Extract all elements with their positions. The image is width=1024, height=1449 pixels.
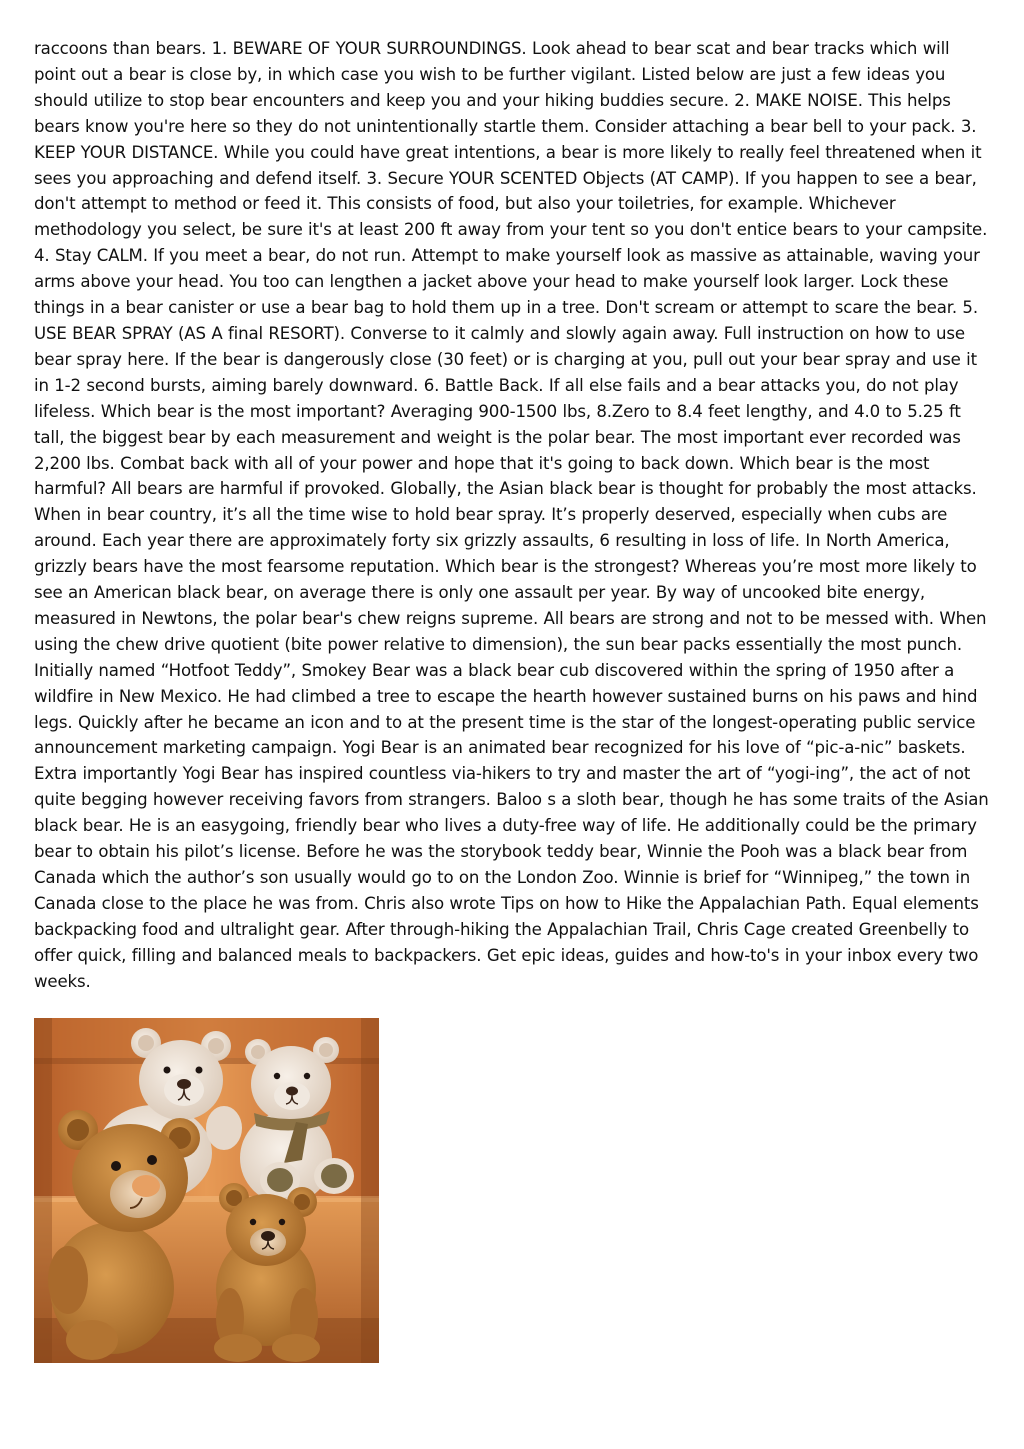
article-paragraph: raccoons than bears. 1. BEWARE OF YOUR SURROUNDINGS. Look ahead to bear scat and bear tracks which will point out a bear is close by, in which case you wish to be further vigilant. Listed below are just a few ideas you should utilize to stop bear encounters and keep you and your hiking buddies secure. 2. MAKE NOISE. This helps bears know you're here so they do not unintentionally startle them. Consider attaching a bear bell to your pack. 3. KEEP YOUR DISTANCE. While you could have great intentions, a bear is more likely to really feel threatened when it sees you approaching and defend itself. 3. Secure YOUR SCENTED Objects (AT CAMP). If you happen to see a bear, don't attempt to method or feed it. This consists of food, but also your toiletries, for example. Whichever methodology you select, be sure it's at least 200 ft away from your tent so you don't entice bears to your campsite. 4. Stay CALM. If you meet a bear, do not run. Attempt to make yourself look as massive as attainable, waving your arms above your head. You too can lengthen a jacket above your head to make yourself look larger. Lock these things in a bear canister or use a bear bag to hold them up in a tree. Don't scream or attempt to scare the bear. 5. USE BEAR SPRAY (AS A final RESORT). Converse to it calmly and slowly again away. Full instruction on how to use bear spray here. If the bear is dangerously close (30 feet) or is charging at you, pull out your bear spray and use it in 1-2 second bursts, aiming barely downward. 6. Battle Back. If all else fails and a bear attacks you, do not play lifeless. Which bear is the most important? Averaging 900-1500 lbs, 8.Zero to 8.4 feet lengthy, and 4.0 to 5.25 ft tall, the biggest bear by each measurement and weight is the polar bear. The most important ever recorded was 2,200 lbs. Combat back with all of your power and hope that it's going to back down. Which bear is the most harmful? All bears are harmful if provoked. Globally, the Asian black bear is thought for probably the most attacks. When in bear country, it’s all the time wise to hold bear spray. It’s properly deserved, especially when cubs are around. Each year there are approximately forty six grizzly assaults, 6 resulting in loss of life. In North America, grizzly bears have the most fearsome reputation. Which bear is the strongest? Whereas you’re most more likely to see an American black bear, on average there is only one assault per year. By way of uncooked bite energy, measured in Newtons, the polar bear's chew reigns supreme. All bears are strong and not to be messed with. When using the chew drive quotient (bite power relative to dimension), the sun bear packs essentially the most punch. Initially named “Hotfoot Teddy”, Smokey Bear was a black bear cub discovered within the spring of 1950 after a wildfire in New Mexico. He had climbed a tree to escape the hearth however sustained burns on his paws and hind legs. Quickly after he became an icon and to at the present time is the star of the longest-operating public service announcement marketing campaign. Yogi Bear is an animated bear recognized for his love of “pic-a-nic” baskets. Extra importantly Yogi Bear has inspired countless via-hikers to try and master the art of “yogi-ing”, the act of not quite begging however receiving favors from strangers. Baloo s a sloth bear, though he has some traits of the Asian black bear. He is an easygoing, friendly bear who lives a duty-free way of life. He additionally could be the primary bear to obtain his pilot’s license. Before he was the storybook teddy bear, Winnie the Pooh was a black bear from Canada which the author’s son usually would go to on the London Zoo. Winnie is brief for “Winnipeg,” the town in Canada close to the place he was from. Chris also wrote Tips on how to Hike the Appalachian Path. Equal elements backpacking food and ultralight gear. After through-hiking the Appalachian Trail, Chris Cage created Greenbelly to offer quick, filling and balanced meals to backpackers. Get epic ideas, guides and how-to's in your inbox every two weeks. [34, 39, 989, 991]
teddy-bears-photo [34, 1018, 379, 1363]
